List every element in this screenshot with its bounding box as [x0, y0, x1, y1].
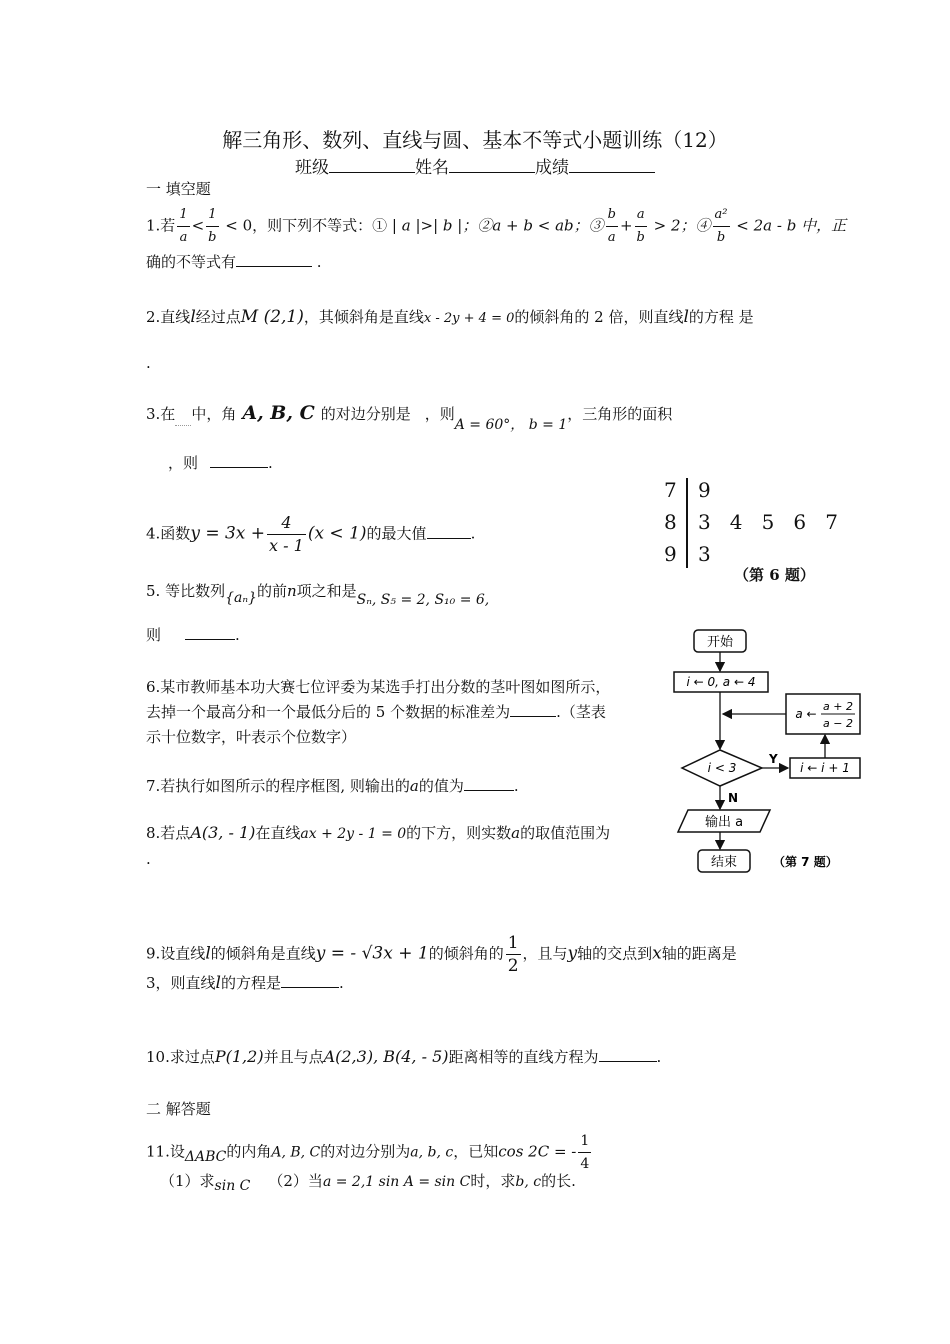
- update-numerator: a + 2: [823, 700, 853, 713]
- question-11-line-2: （1）求sin C （2）当a = 2,1 sin A = sin C时，求b, c的长.: [160, 1172, 576, 1194]
- score-blank: [569, 158, 655, 173]
- leaves-8: 3 4 5 6 7: [698, 510, 838, 534]
- stem-9: 9: [664, 542, 677, 566]
- increment-label: i ← i + 1: [800, 761, 850, 775]
- stem-7: 7: [664, 478, 677, 502]
- question-3-line-2: ，则 .: [168, 454, 273, 472]
- section-fill-in: 一 填空题: [146, 180, 211, 198]
- flowchart: [670, 626, 870, 878]
- class-blank: [329, 158, 415, 173]
- stem-leaf-plot: [660, 476, 860, 586]
- question-8-line-1: 8.若点A(3, - 1)在直线ax + 2y - 1 = 0的下方，则实数a的取值范围为: [146, 823, 611, 842]
- formula-placeholder: [175, 411, 191, 426]
- leaves-7: 9: [698, 478, 711, 502]
- output-label: 输出 a: [704, 815, 744, 830]
- answer-blank: [281, 973, 339, 988]
- score-label: 成绩: [535, 158, 569, 178]
- question-11-line-1: 11.设ΔABC的内角A, B, C的对边分别为a, b, c，已知cos 2C = - $\frac{1}{4}$: [146, 1130, 593, 1175]
- answer-blank: [236, 252, 312, 267]
- yes-label: Y: [769, 752, 778, 766]
- section-answers: 二 解答题: [146, 1100, 211, 1118]
- question-6-line-3: 示十位数字，叶表示个位数字）: [146, 728, 357, 746]
- question-1-line-2: 确的不等式有 .: [146, 253, 322, 271]
- question-8-line-2: .: [146, 850, 151, 868]
- question-7: 7.若执行如图所示的程序框图, 则输出的a的值为 .: [146, 777, 519, 795]
- question-2-line-1: 2.直线l经过点M (2,1)，其倾斜角是直线x - 2y + 4 = 0的倾斜角的 2 倍，则直线l的方程 是: [146, 307, 754, 327]
- question-10: 10.求过点P(1,2)并且与点A(2,3), B(4, - 5)距离相等的直线方程为 .: [146, 1047, 662, 1066]
- name-blank: [449, 158, 535, 173]
- page-title: 解三角形、数列、直线与圆、基本不等式小题训练（12）: [222, 128, 728, 152]
- answer-blank: [210, 453, 268, 468]
- class-label: 班级: [295, 158, 329, 178]
- question-9-line-2: 3，则直线l的方程是 .: [146, 973, 344, 993]
- question-3-line-1: 3.在 中，角 A, B, C 的对边分别是 ，则A = 60°， b = 1，三角形的面积: [146, 402, 673, 433]
- condition-label: i < 3: [707, 761, 737, 775]
- figure-6-caption: （第 6 题）: [734, 566, 815, 584]
- question-6-line-1: 6.某市教师基本功大赛七位评委为某选手打出分数的茎叶图如图所示，: [146, 678, 611, 696]
- question-1-line-1: 1.若 $\frac{1}{a}$ < $\frac{1}{b}$ < 0，则下列不等式：① | a |>| b |；②a + b < ab；③ $\frac{b}{a}$ + $\frac{a}{b}$ > 2；④ $\frac{\text{a²}}{b}$ < 2a - b 中，正: [146, 204, 846, 249]
- leaves-9: 3: [698, 542, 711, 566]
- question-4: 4.函数y = 3x + $\frac{4}{x - 1}$ (x < 1)的最大值 .: [146, 513, 476, 555]
- init-label: i ← 0, a ← 4: [686, 675, 756, 689]
- question-2-line-2: .: [146, 354, 151, 372]
- no-label: N: [728, 791, 739, 805]
- question-6-line-2: 去掉一个最高分和一个最低分后的 5 个数据的标准差为 .（茎表: [146, 703, 606, 721]
- answer-blank: [510, 702, 556, 717]
- answer-blank: [599, 1047, 657, 1062]
- question-5-line-2: 则 .: [146, 626, 240, 644]
- question-9-line-1: 9.设直线l的倾斜角是直线y = - √3x + 1的倾斜角的 $\frac{1}{2}$ ，且与y轴的交点到x轴的距离是: [146, 933, 737, 976]
- answer-blank: [185, 625, 235, 640]
- stem-divider: [686, 478, 688, 568]
- answer-blank: [464, 776, 514, 791]
- start-label: 开始: [706, 635, 734, 650]
- update-lhs: a ←: [795, 707, 817, 721]
- question-5-line-1: 5. 等比数列{aₙ}的前n项之和是Sₙ, S₅ = 2, S₁₀ = 6,: [146, 582, 490, 608]
- figure-7-caption: （第 7 题）: [773, 855, 838, 869]
- student-info-line: [0, 153, 950, 178]
- end-label: 结束: [710, 855, 738, 870]
- stem-8: 8: [664, 510, 677, 534]
- update-denominator: a − 2: [823, 717, 853, 730]
- answer-blank: [427, 524, 471, 539]
- name-label: 姓名: [415, 158, 449, 178]
